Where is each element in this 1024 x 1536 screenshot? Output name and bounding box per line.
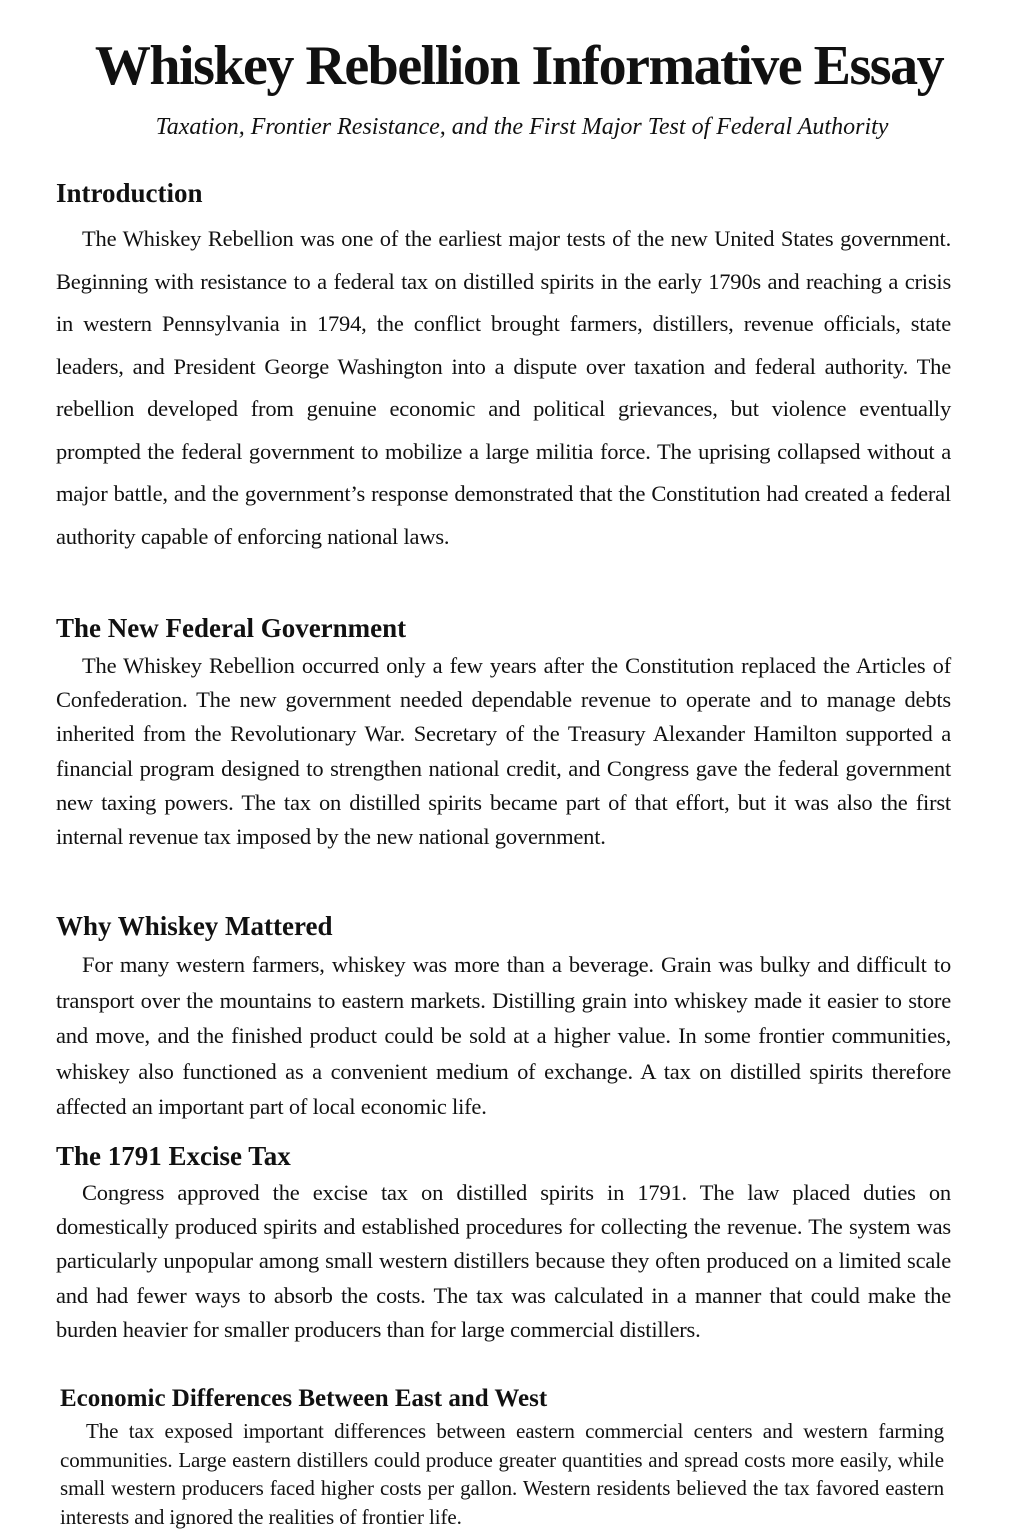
section-heading-1791-excise-tax: The 1791 Excise Tax bbox=[56, 1141, 291, 1171]
section-body-introduction: The Whiskey Rebellion was one of the earliest major tests of the new United States government. Beginning with resistance to a federal tax on distilled spirits in the early 1790s and reaching a crisis in western Pennsylvania in 1794, the conflict brought farmers, distillers, revenue officials, state leaders, and President George Washington into a dispute over taxation and federal authority. The rebellion developed from genuine economic and political grievances, but violence eventually prompted the federal government to mobilize a large militia force. The uprising collapsed without a major battle, and the government’s response demonstrated that the Constitution had created a federal authority capable of enforcing national laws. bbox=[56, 226, 951, 549]
section-body-economic-differences: The tax exposed important differences between eastern commercial centers and western farming communities. Large eastern distillers could produce greater quantities and spread costs more easily, while small western producers faced higher costs per gallon. Western residents believed the tax favored eastern interests and ignored the realities of frontier life. bbox=[60, 1419, 944, 1529]
section-body-why-whiskey-mattered: For many western farmers, whiskey was more than a beverage. Grain was bulky and difficult to transport over the mountains to eastern markets. Distilling grain into whiskey made it easier to store and move, and the finished product could be sold at a higher value. In some frontier communities, whiskey also functioned as a convenient medium of exchange. A tax on distilled spirits therefore affected an important part of local economic life. bbox=[56, 952, 951, 1119]
section-heading-new-federal-government: The New Federal Government bbox=[56, 613, 407, 643]
document-subtitle: Taxation, Frontier Resistance, and the First Major Test of Federal Authority bbox=[155, 114, 889, 140]
section-body-1791-excise-tax: Congress approved the excise tax on distilled spirits in 1791. The law placed duties on domestically produced spirits and established procedures for collecting the revenue. The system was particularly unpopular among small western distillers because they often produced on a limited scale and had fewer ways to absorb the costs. The tax was calculated in a manner that could make the burden heavier for smaller producers than for large commercial distillers. bbox=[56, 1180, 951, 1342]
section-body-new-federal-government: The Whiskey Rebellion occurred only a few years after the Constitution replaced the Articles of Confederation. The new government needed dependable revenue to operate and to manage debts inherited from the Revolutionary War. Secretary of the Treasury Alexander Hamilton supported a financial program designed to strengthen national credit, and Congress gave the federal government new taxing powers. The tax on distilled spirits became part of that effort, but it was also the first internal revenue tax imposed by the new national government. bbox=[56, 653, 951, 850]
section-heading-why-whiskey-mattered: Why Whiskey Mattered bbox=[56, 911, 333, 941]
section-heading-introduction: Introduction bbox=[56, 178, 203, 208]
document-title: Whiskey Rebellion Informative Essay bbox=[94, 35, 944, 97]
section-heading-economic-differences: Economic Differences Between East and West bbox=[60, 1385, 548, 1412]
